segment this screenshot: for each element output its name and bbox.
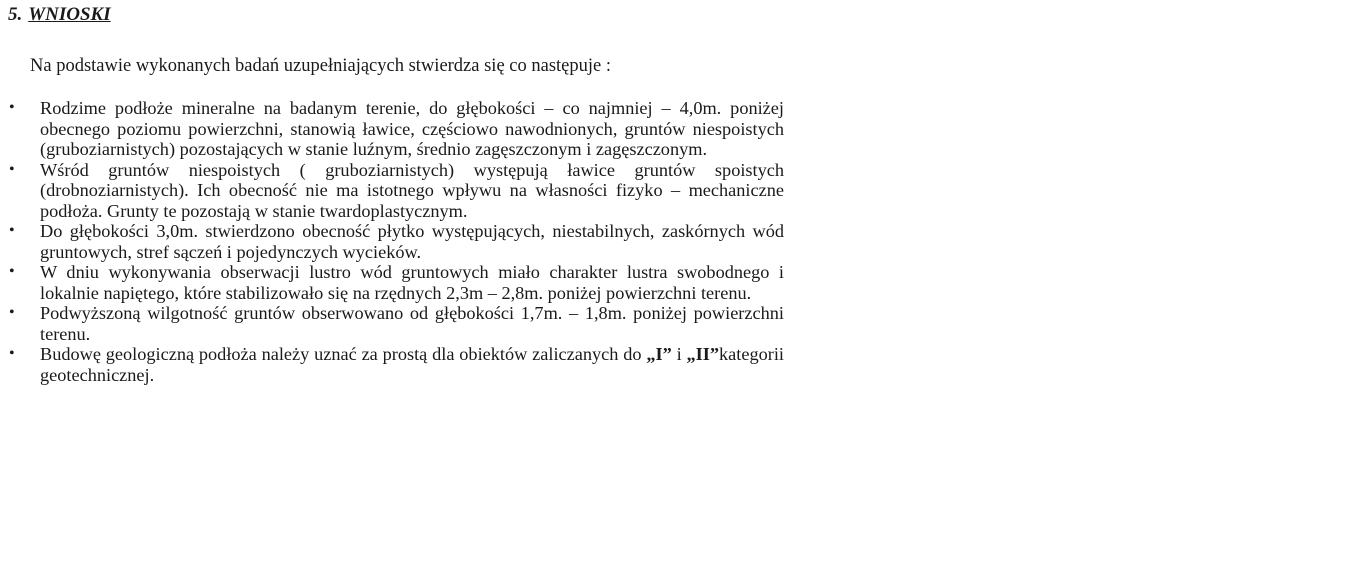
list-item (0, 221, 784, 262)
list-item-text-part: Budowę geologiczną podłoża należy uznać za prostą dla obiektów zaliczanych do (40, 344, 647, 364)
list-item-text-part: i (671, 344, 687, 364)
list-item (0, 344, 784, 385)
section-heading (8, 4, 111, 26)
intro-paragraph: Na podstawie wykonanych badań uzupełniających stwierdza się co następuje : (30, 56, 611, 76)
conclusions-list (0, 98, 800, 385)
list-item-text-part: kategorii geotechnicznej. (40, 344, 784, 385)
bullet-icon: • (9, 304, 15, 321)
bullet-icon: • (9, 222, 15, 239)
list-item (0, 160, 784, 222)
section-title: WNIOSKI (28, 4, 111, 25)
category-two-label: „II” (686, 344, 719, 364)
list-item-text (40, 344, 784, 385)
bullet-icon: • (9, 99, 15, 116)
category-one-label: „I” (646, 344, 672, 364)
list-item-text: Do głębokości 3,0m. stwierdzono obecność płytko występujących, niestabilnych, zaskórnych wód gruntowych, stref sączeń i pojedynczych wycieków. (40, 221, 784, 262)
list-item-text: Rodzime podłoże mineralne na badanym terenie, do głębokości – co najmniej – 4,0m. poniżej obecnego poziomu powierzchni, stanowią ławice, częściowo nawodnionych, gruntów niespoistych (gruboziarnistych) pozostających w stanie luźnym, średnio zagęszczonym i zagęszczonym. (40, 98, 784, 159)
list-item (0, 262, 784, 303)
list-item-text: Podwyższoną wilgotność gruntów obserwowano od głębokości 1,7m. – 1,8m. poniżej powierzchni terenu. (40, 303, 784, 344)
list-item (0, 98, 784, 160)
list-item-text: W dniu wykonywania obserwacji lustro wód gruntowych miało charakter lustra swobodnego i lokalnie napiętego, które stabilizowało się na rzędnych 2,3m – 2,8m. poniżej powierzchni terenu. (40, 262, 784, 303)
list-item-text: Wśród gruntów niespoistych ( gruboziarnistych) występują ławice gruntów spoistych (drobnoziarnistych). Ich obecność nie ma istotnego wpływu na własności fizyko – mechaniczne podłoża. Grunty te pozostają w stanie twardoplastycznym. (40, 159, 784, 221)
list-item (0, 303, 784, 344)
bullet-icon: • (9, 160, 15, 178)
bullet-icon: • (9, 345, 15, 362)
section-number: 5. (8, 4, 23, 25)
bullet-icon: • (9, 263, 15, 280)
